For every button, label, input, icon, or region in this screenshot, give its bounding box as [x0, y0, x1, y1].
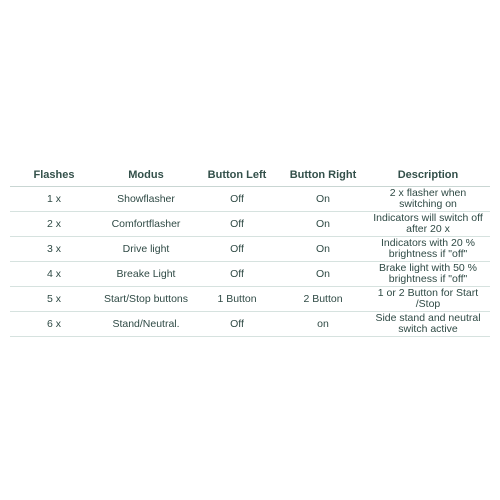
- cell-flashes: 5 x: [46, 292, 61, 305]
- header-description: Description: [397, 168, 459, 181]
- cell-modus: Comfortflasher: [111, 217, 181, 230]
- cell-button-right: On: [315, 192, 330, 205]
- header-button-left: Button Left: [207, 168, 267, 181]
- cell-button-right: On: [315, 217, 330, 230]
- header-modus: Modus: [128, 168, 164, 181]
- table-row: [10, 187, 490, 212]
- cell-flashes: 1 x: [46, 192, 61, 205]
- header-button-right: Button Right: [289, 168, 357, 181]
- table-row: [10, 262, 490, 287]
- cell-description: Indicators with 20 % brightness if "off": [381, 237, 475, 260]
- flash-mode-table: [10, 164, 490, 337]
- table-row: [10, 312, 490, 337]
- table-row: [10, 212, 490, 237]
- cell-flashes: 4 x: [46, 267, 61, 280]
- header-flashes: Flashes: [33, 168, 75, 181]
- cell-flashes: 2 x: [46, 217, 61, 230]
- cell-button-right: On: [315, 242, 330, 255]
- cell-flashes: 6 x: [46, 317, 61, 330]
- cell-modus: Showflasher: [117, 192, 175, 205]
- cell-button-left: Off: [230, 267, 244, 280]
- cell-button-right: on: [317, 317, 329, 330]
- cell-modus: Start/Stop buttons: [103, 292, 189, 305]
- cell-description: Indicators will switch off after 20 x: [373, 212, 483, 235]
- cell-button-left: Off: [230, 242, 244, 255]
- cell-description: 1 or 2 Button for Start /Stop: [377, 287, 479, 310]
- cell-flashes: 3 x: [46, 242, 61, 255]
- cell-button-left: Off: [230, 217, 244, 230]
- cell-button-right: 2 Button: [303, 292, 343, 305]
- cell-description: 2 x flasher when switching on: [389, 187, 467, 210]
- cell-description: Side stand and neutral switch active: [375, 312, 481, 335]
- cell-button-left: 1 Button: [217, 292, 257, 305]
- cell-modus: Stand/Neutral.: [112, 317, 180, 330]
- cell-description: Brake light with 50 % brightness if "off": [378, 262, 478, 285]
- cell-button-left: Off: [230, 192, 244, 205]
- cell-modus: Breake Light: [116, 267, 176, 280]
- table-row: [10, 287, 490, 312]
- cell-button-left: Off: [230, 317, 244, 330]
- table-row: [10, 237, 490, 262]
- cell-button-right: On: [315, 267, 330, 280]
- cell-modus: Drive light: [122, 242, 170, 255]
- table-header-row: [10, 164, 490, 187]
